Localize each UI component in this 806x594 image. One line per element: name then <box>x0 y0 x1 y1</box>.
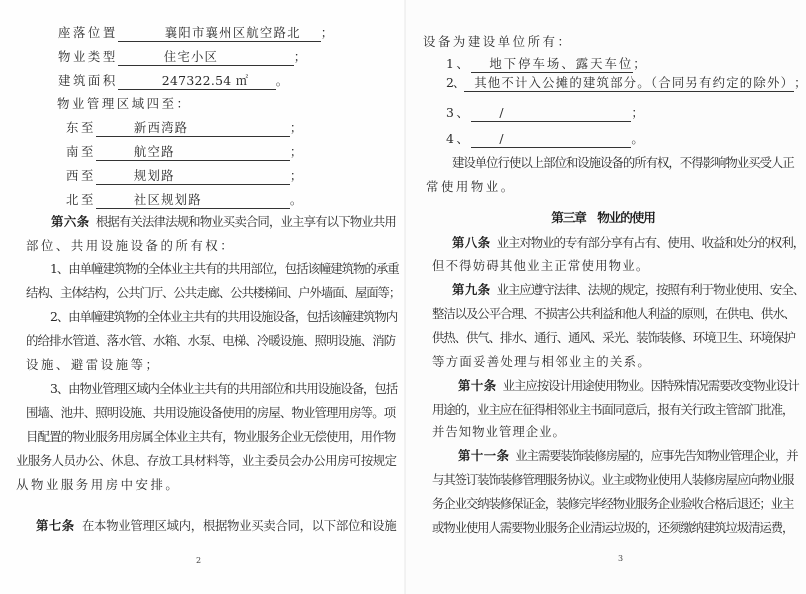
boundary-label: 南至 <box>66 144 96 159</box>
boundary-north <box>66 192 305 209</box>
punct: ； <box>289 144 305 159</box>
owned-item-4 <box>446 131 646 148</box>
right-page <box>406 0 806 594</box>
owned-item-2 <box>446 75 806 92</box>
owned-item-1 <box>446 56 648 73</box>
article-9-line-3: 供热、供气、排水、通行、通风、采光、装饰装修、环境卫生、环境保护 <box>432 330 795 345</box>
punct: ； <box>320 25 336 40</box>
chapter-title: 第三章 物业的使用 <box>551 210 655 225</box>
item-value: / <box>471 105 631 122</box>
punct: ； <box>289 120 305 135</box>
article-6-line-2: 部位、共用设施设备的所有权： <box>26 238 236 253</box>
article-heading: 第六条 <box>51 214 90 229</box>
item-3-line-5: 从物业服务用房中安排。 <box>16 477 181 492</box>
article-text: 业主应遵守法律、法规的规定，按照有利于物业使用、安全、 <box>496 282 805 297</box>
item-2-line-3: 设施、避雷设施等； <box>26 357 161 372</box>
item-1-line-1: 1、由单幢建筑物的全体业主共有的共用部位，包括该幢建筑物的承重 <box>50 261 399 276</box>
article-11-line-4: 或物业使用人需要物业服务企业清运垃圾的，还须缴纳建筑垃圾清运费， <box>432 520 794 535</box>
article-7 <box>36 518 396 534</box>
article-11-line-3: 务企业交纳装修保证金，装修完毕经物业服务企业验收合格后退还；业主 <box>432 496 794 511</box>
field-value: 247322.54 ㎡ <box>118 73 276 90</box>
item-number: 1、 <box>446 56 472 71</box>
ownership-line-1: 建设单位行使以上部位和设施设备的所有权，不得影响物业买受人正 <box>452 155 794 170</box>
item-number: 2、 <box>446 75 465 90</box>
boundary-title: 物业管理区域四至： <box>57 96 192 111</box>
item-3-line-4: 业服务人员办公、休息、存放工具材料等，业主委员会办公用房可按规定 <box>16 453 397 468</box>
boundary-value: 社区规划路 <box>96 192 290 209</box>
article-8-line-1 <box>452 235 804 251</box>
article-text: 根据有关法律法规和物业买卖合同，业主享有以下物业共用 <box>95 214 396 229</box>
punct: 。 <box>289 192 305 207</box>
item-1-line-2: 结构、主体结构，公共门厅、公共走廊、公共楼梯间、户外墙面、屋面等； <box>26 285 401 300</box>
article-11-line-2: 与其签订装饰装修管理服务协议。业主或物业使用人装修房屋应向物业服 <box>432 472 794 487</box>
article-heading: 第九条 <box>452 282 491 297</box>
boundary-value: 新西湾路 <box>96 120 290 137</box>
item-2-line-1: 2、由单幢建筑物的全体业主共有的共用设施设备，包括该幢建筑物内 <box>50 309 398 324</box>
article-text: 在本物业管理区域内，根据物业买卖合同，以下部位和设施 <box>81 518 397 533</box>
boundary-south <box>66 144 305 161</box>
ownership-line-2: 常使用物业。 <box>426 179 516 194</box>
item-number: 4、 <box>446 131 472 146</box>
item-3-line-2: 围墙、池井、照明设施、共用设施设备使用的房屋、物业管理用房等。项 <box>26 405 396 420</box>
page-number: 3 <box>618 554 624 563</box>
boundary-value: 规划路 <box>96 168 290 185</box>
article-heading: 第十一条 <box>458 448 510 463</box>
article-heading: 第十条 <box>458 378 497 393</box>
item-value: 地下停车场、露天车位 <box>471 56 633 73</box>
article-heading: 第八条 <box>452 235 491 250</box>
field-location <box>58 25 336 42</box>
boundary-label: 西至 <box>66 168 96 183</box>
punct: ； <box>631 105 647 120</box>
item-number: 3、 <box>446 105 472 120</box>
field-label: 座落位置 <box>58 25 118 40</box>
punct: ； <box>633 56 649 71</box>
article-text: 业主需要装饰装修房屋的，应事先告知物业管理企业，并 <box>515 448 798 463</box>
field-value: 襄阳市襄州区航空路北 <box>118 25 321 42</box>
punct: 。 <box>631 131 647 146</box>
boundary-value: 航空路 <box>96 144 290 161</box>
field-label: 物业类型 <box>58 49 118 64</box>
item-3-line-3: 目配置的物业服务用房属全体业主共有，物业服务企业无偿使用，用作物 <box>26 429 396 444</box>
field-label: 建筑面积 <box>58 73 118 88</box>
punct: 。 <box>275 73 291 88</box>
article-10-line-1 <box>458 378 799 394</box>
item-2-line-2: 的给排水管道、落水管、水箱、水泵、电梯、冷暖设施、照明设施、消防 <box>26 333 396 348</box>
boundary-label: 东至 <box>66 120 96 135</box>
article-6-line-1 <box>51 214 396 230</box>
owned-item-3 <box>446 105 646 122</box>
article-10-line-2: 用途的，业主应在征得相邻业主书面同意后，报有关行政主管部门批准， <box>432 402 794 417</box>
punct: ； <box>293 49 309 64</box>
punct: ； <box>794 75 806 90</box>
item-value: 其他不计入公摊的建筑部分。（合同另有约定的除外） <box>464 75 794 92</box>
article-text: 业主应按设计用途使用物业。因特殊情况需要改变物业设计 <box>502 378 799 393</box>
boundary-east <box>66 120 305 137</box>
field-property-type <box>58 49 309 66</box>
article-10-line-3: 并告知物业管理企业。 <box>432 424 566 439</box>
article-9-line-4: 等方面妥善处理与相邻业主的关系。 <box>432 354 652 369</box>
punct: ； <box>289 168 305 183</box>
boundary-west <box>66 168 305 185</box>
boundary-label: 北至 <box>66 192 96 207</box>
field-value: 住宅小区 <box>118 49 294 66</box>
article-9-line-1 <box>452 282 804 298</box>
article-9-line-2: 整洁以及公平合理、不损害公共利益和他人利益的原则，在供电、供水、 <box>432 306 795 321</box>
article-11-line-1 <box>458 448 798 464</box>
field-area <box>58 73 291 90</box>
ownership-intro: 设备为建设单位所有： <box>423 34 573 49</box>
item-3-line-1: 3、由物业管理区域内全体业主共有的共用部位和共用设施设备，包括 <box>50 381 398 396</box>
article-8-line-2: 但不得妨碍其他业主正常使用物业。 <box>432 258 650 273</box>
item-value: / <box>471 131 631 148</box>
page-number: 2 <box>196 556 202 565</box>
article-text: 业主对物业的专有部分享有占有、使用、收益和处分的权利， <box>496 235 805 250</box>
article-heading: 第七条 <box>36 518 75 533</box>
